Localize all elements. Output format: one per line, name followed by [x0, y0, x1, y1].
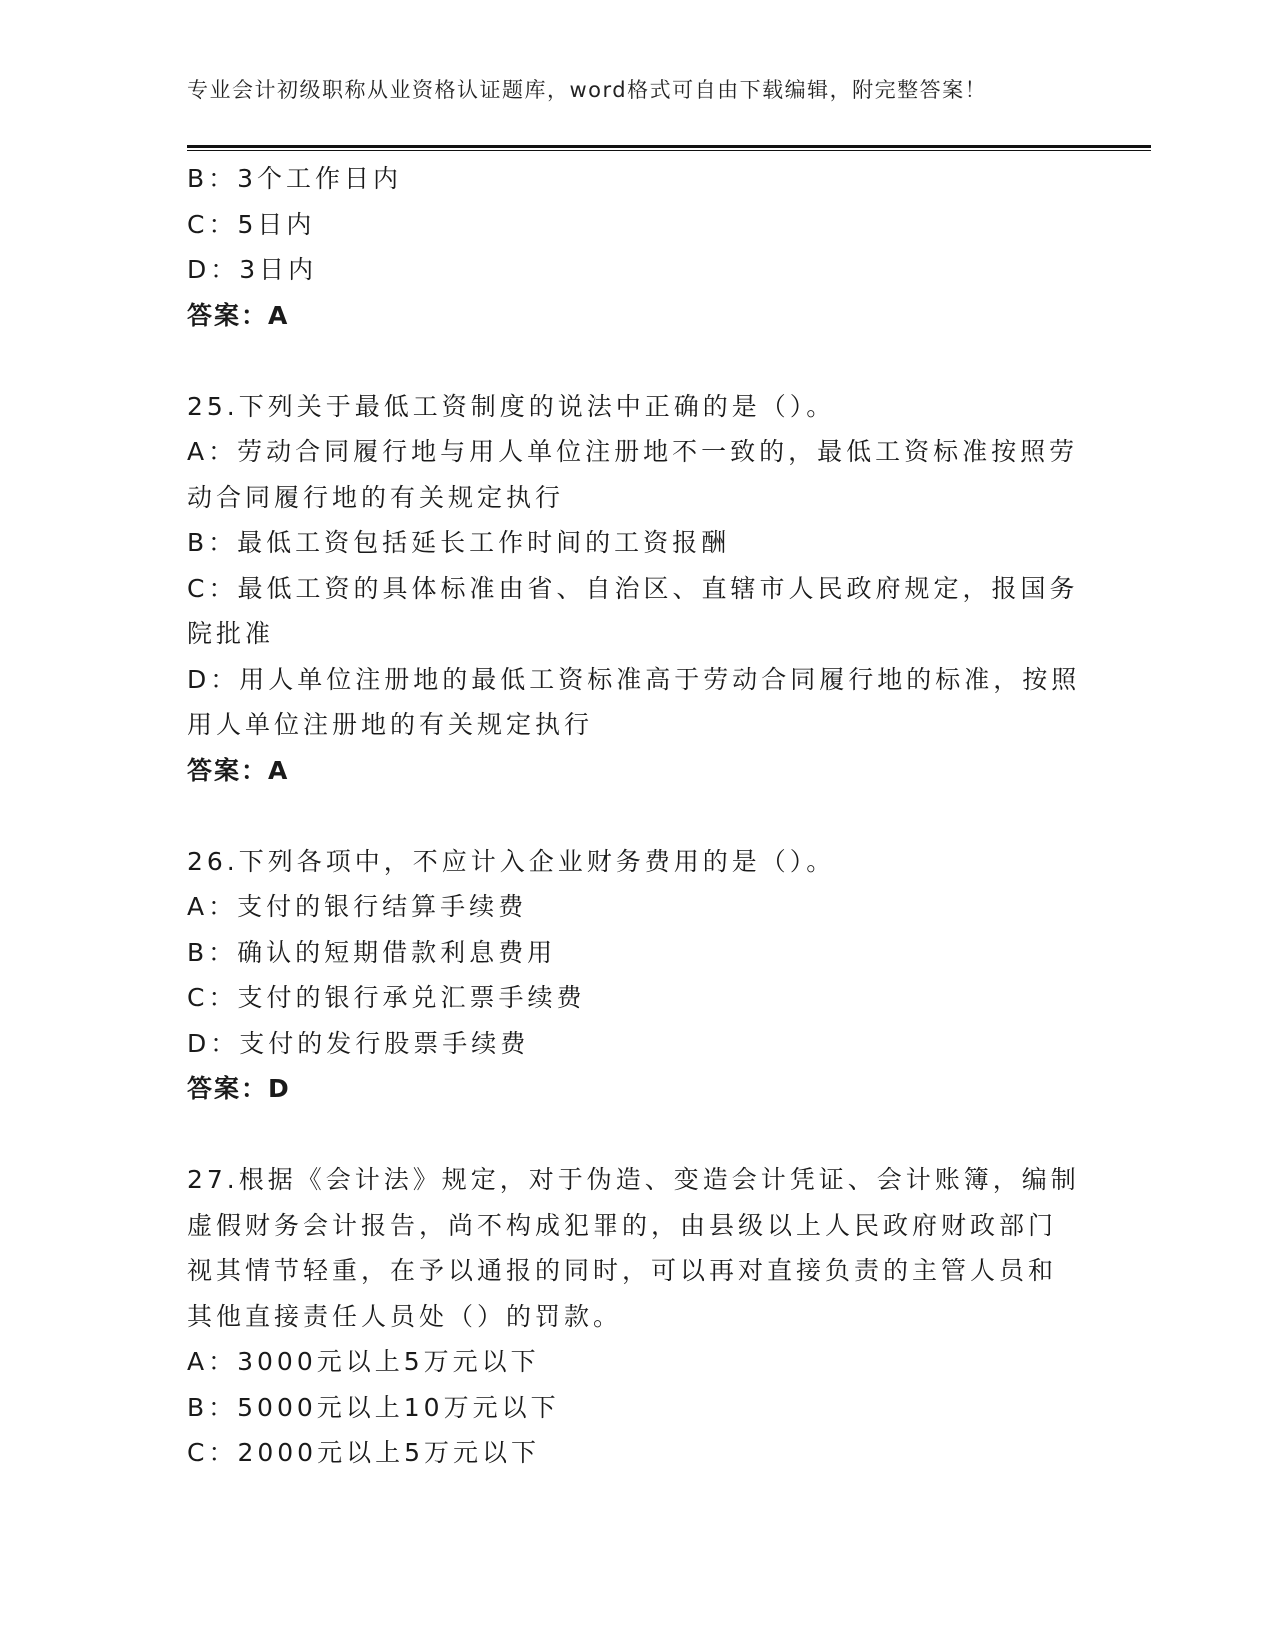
- option-a: A：3000元以上5万元以下: [187, 1347, 540, 1376]
- option-c: C：2000元以上5万元以下: [187, 1438, 540, 1467]
- question-stem-continued: 其他直接责任人员处（）的罚款。: [187, 1301, 623, 1331]
- option-d-continued: 用人单位注册地的有关规定执行: [187, 710, 594, 739]
- spacer: [187, 338, 1087, 384]
- option-b: B：5000元以上10万元以下: [187, 1392, 560, 1422]
- question-26: [187, 839, 1087, 1112]
- option-d: D：3日内: [187, 255, 318, 284]
- question-stem: 26.下列各项中，不应计入企业财务费用的是（）。: [187, 846, 836, 876]
- option-c: C：5日内: [187, 209, 316, 239]
- document-content: [187, 156, 1087, 1476]
- header-divider-thick: [187, 145, 1151, 148]
- option-d: D：支付的发行股票手续费: [187, 1028, 530, 1058]
- header-divider-thin: [187, 150, 1151, 151]
- option-b: B：最低工资包括延长工作时间的工资报酬: [187, 528, 731, 557]
- spacer: [187, 1112, 1087, 1158]
- option-d: D：用人单位注册地的最低工资标准高于劳动合同履行地的标准，按照: [187, 664, 1081, 694]
- option-c: C：最低工资的具体标准由省、自治区、直辖市人民政府规定，报国务: [187, 573, 1079, 603]
- spacer: [187, 793, 1087, 839]
- question-stem: 25.下列关于最低工资制度的说法中正确的是（）。: [187, 391, 836, 421]
- answer: 答案：A: [187, 755, 290, 785]
- question-27: [187, 1157, 1087, 1476]
- option-a-continued: 动合同履行地的有关规定执行: [187, 482, 565, 512]
- answer: 答案：D: [187, 1074, 291, 1103]
- option-c-continued: 院批准: [187, 619, 275, 648]
- option-a: A：劳动合同履行地与用人单位注册地不一致的，最低工资标准按照劳: [187, 437, 1079, 466]
- option-a: A：支付的银行结算手续费: [187, 892, 528, 921]
- question-25: [187, 384, 1087, 794]
- option-c: C：支付的银行承兑汇票手续费: [187, 983, 586, 1012]
- page-header: 专业会计初级职称从业资格认证题库，word格式可自由下载编辑，附完整答案！: [187, 78, 988, 102]
- question-stem: 27.根据《会计法》规定，对于伪造、变造会计凭证、会计账簿，编制: [187, 1165, 1080, 1194]
- previous-question: [187, 156, 1087, 338]
- option-b: B：3个工作日内: [187, 164, 403, 193]
- option-b: B：确认的短期借款利息费用: [187, 937, 557, 967]
- question-stem-continued: 虚假财务会计报告，尚不构成犯罪的，由县级以上人民政府财政部门: [187, 1210, 1058, 1240]
- question-stem-continued: 视其情节轻重，在予以通报的同时，可以再对直接负责的主管人员和: [187, 1256, 1058, 1285]
- answer: 答案：A: [187, 300, 290, 330]
